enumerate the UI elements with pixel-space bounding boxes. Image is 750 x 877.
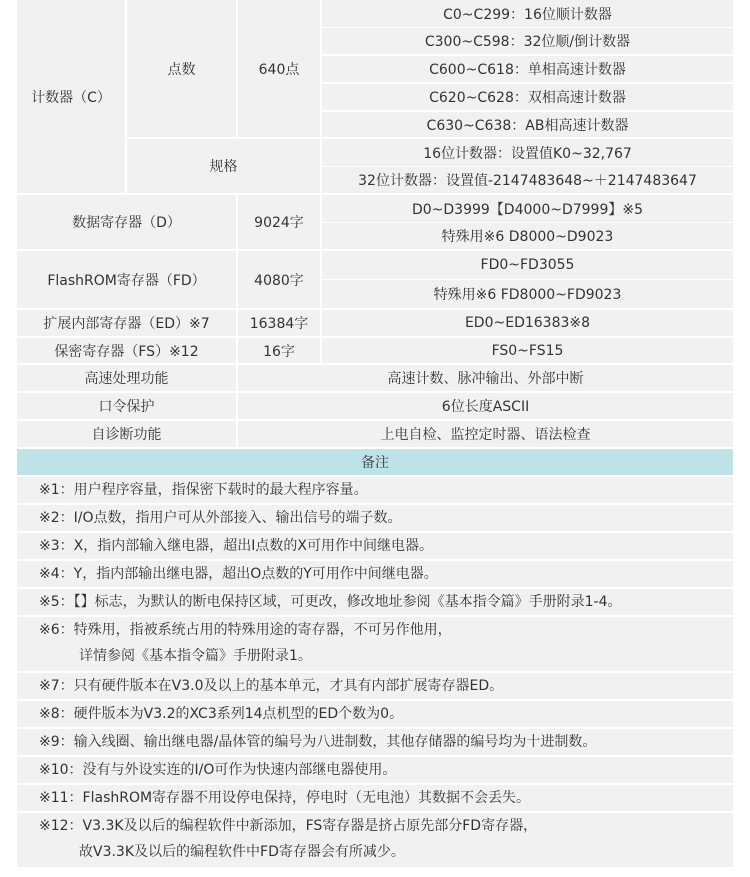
note-row bbox=[17, 813, 733, 867]
note-row bbox=[17, 617, 733, 671]
counter-points-item: C620~C628：双相高速计数器 bbox=[322, 84, 733, 110]
password-item: 6位长度ASCII bbox=[238, 393, 733, 419]
self-diag-label: 自诊断功能 bbox=[17, 421, 236, 447]
note-line-continuation: 详情参阅《基本指令篇》手册附录1。 bbox=[79, 648, 312, 664]
counter-points-item: C300~C598：32位顺/倒计数器 bbox=[322, 28, 733, 54]
flash-register-item: FD0~FD3055 bbox=[322, 251, 733, 279]
secret-register-value: 16字 bbox=[238, 338, 320, 363]
note-row: ※2：I/O点数，指用户可从外部接入、输出信号的端子数。 bbox=[17, 505, 733, 531]
note-row: ※5：【】标志，为默认的断电保持区域，可更改，修改地址参阅《基本指令篇》手册附录1-4。 bbox=[17, 589, 733, 615]
flash-register-label: FlashROM寄存器（FD） bbox=[17, 251, 236, 308]
note-row: ※8：硬件版本为V3.2的XC3系列14点机型的ED个数为0。 bbox=[17, 701, 733, 727]
note-row: ※10：没有与外设实连的I/O可作为快速内部继电器使用。 bbox=[17, 757, 733, 783]
note-line-continuation: 故V3.3K及以后的编程软件中FD寄存器会有所减少。 bbox=[79, 844, 405, 860]
note-row: ※3：X，指内部输入继电器，超出I点数的X可用作中间继电器。 bbox=[17, 533, 733, 559]
password-label: 口令保护 bbox=[17, 393, 236, 419]
counter-points-label: 点数 bbox=[127, 0, 236, 137]
counter-points-value: 640点 bbox=[238, 0, 320, 137]
high-speed-item: 高速计数、脉冲输出、外部中断 bbox=[238, 365, 733, 391]
note-line: ※6：特殊用，指被系统占用的特殊用途的寄存器，不可另作他用， bbox=[39, 622, 452, 638]
data-register-value: 9024字 bbox=[238, 195, 320, 249]
self-diag-item: 上电自检、监控定时器、语法检查 bbox=[238, 421, 733, 447]
notes-header: 备注 bbox=[17, 449, 733, 475]
counter-spec-item: 16位计数器：设置值K0~32,767 bbox=[322, 139, 733, 166]
counter-points-item: C630~C638：AB相高速计数器 bbox=[322, 112, 733, 137]
secret-register-item: FS0~FS15 bbox=[322, 338, 733, 363]
ext-register-label: 扩展内部寄存器（ED）※7 bbox=[17, 310, 236, 336]
counter-spec-label: 规格 bbox=[127, 139, 320, 193]
secret-register-label: 保密寄存器（FS）※12 bbox=[17, 338, 236, 363]
note-row: ※9：输入线圈、输出继电器/晶体管的编号为八进制数，其他存储器的编号均为十进制数。 bbox=[17, 729, 733, 755]
note-row: ※1：用户程序容量，指保密下载时的最大程序容量。 bbox=[17, 477, 733, 503]
flash-register-item: 特殊用※6 FD8000~FD9023 bbox=[322, 280, 733, 308]
flash-register-value: 4080字 bbox=[238, 251, 320, 308]
counter-spec-item: 32位计数器：设置值-2147483648~＋2147483647 bbox=[322, 167, 733, 193]
ext-register-item: ED0~ED16383※8 bbox=[322, 310, 733, 336]
counter-points-item: C0~C299：16位顺计数器 bbox=[322, 0, 733, 27]
high-speed-label: 高速处理功能 bbox=[17, 365, 236, 391]
counter-label: 计数器（C） bbox=[17, 0, 125, 193]
note-row: ※7：只有硬件版本在V3.0及以上的基本单元，才具有内部扩展寄存器ED。 bbox=[17, 673, 733, 699]
note-row: ※11：FlashROM寄存器不用设停电保持，停电时（无电池）其数据不会丢失。 bbox=[17, 785, 733, 811]
data-register-label: 数据寄存器（D） bbox=[17, 195, 236, 249]
data-register-item: 特殊用※6 D8000~D9023 bbox=[322, 223, 733, 249]
counter-points-item: C600~C618：单相高速计数器 bbox=[322, 56, 733, 82]
data-register-item: D0~D3999【D4000~D7999】※5 bbox=[322, 195, 733, 222]
note-row: ※4：Y，指内部输出继电器，超出O点数的Y可用作中间继电器。 bbox=[17, 561, 733, 587]
ext-register-value: 16384字 bbox=[238, 310, 320, 336]
note-line: ※12：V3.3K及以后的编程软件中新添加，FS寄存器是挤占原先部分FD寄存器， bbox=[39, 818, 538, 834]
